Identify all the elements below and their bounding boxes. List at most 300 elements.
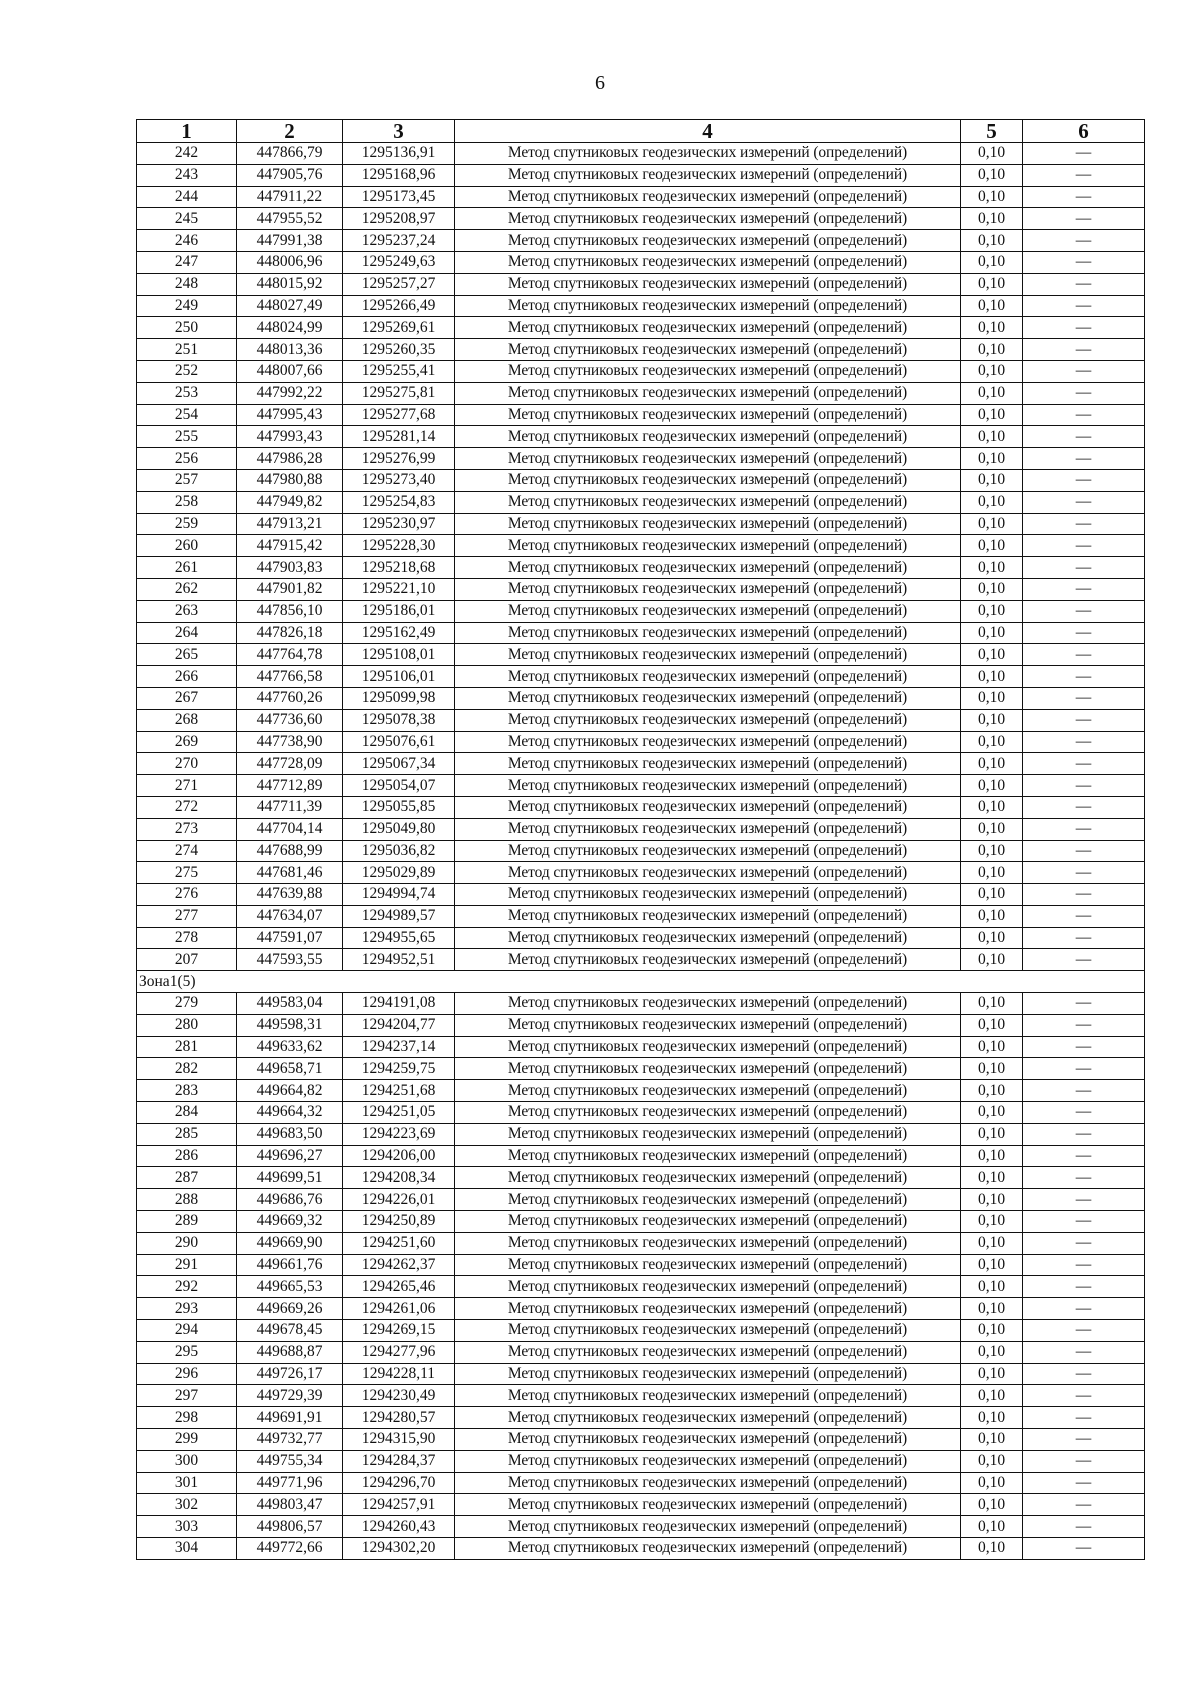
method-description: Метод спутниковых геодезических измерений (определений) bbox=[455, 578, 961, 600]
method-description: Метод спутниковых геодезических измерений (определений) bbox=[455, 993, 961, 1015]
coordinate-y: 1295255,41 bbox=[343, 360, 455, 382]
accuracy-value: 0,10 bbox=[961, 1123, 1023, 1145]
accuracy-value: 0,10 bbox=[961, 687, 1023, 709]
table-row bbox=[137, 1407, 1145, 1429]
method-description: Метод спутниковых геодезических измерений (определений) bbox=[455, 513, 961, 535]
coordinate-y: 1295237,24 bbox=[343, 230, 455, 252]
table-row bbox=[137, 404, 1145, 426]
accuracy-value: 0,10 bbox=[961, 317, 1023, 339]
table-row bbox=[137, 840, 1145, 862]
coordinate-x: 447995,43 bbox=[237, 404, 343, 426]
table-row bbox=[137, 1472, 1145, 1494]
method-description: Метод спутниковых геодезических измерений (определений) bbox=[455, 295, 961, 317]
coordinate-x: 449664,32 bbox=[237, 1102, 343, 1124]
empty-dash: — bbox=[1023, 1102, 1145, 1124]
empty-dash: — bbox=[1023, 1276, 1145, 1298]
table-row bbox=[137, 1036, 1145, 1058]
coordinate-x: 447911,22 bbox=[237, 186, 343, 208]
empty-dash: — bbox=[1023, 491, 1145, 513]
coordinate-x: 448015,92 bbox=[237, 273, 343, 295]
method-description: Метод спутниковых геодезических измерений (определений) bbox=[455, 426, 961, 448]
table-row bbox=[137, 1385, 1145, 1407]
table-row bbox=[137, 382, 1145, 404]
empty-dash: — bbox=[1023, 164, 1145, 186]
accuracy-value: 0,10 bbox=[961, 1450, 1023, 1472]
coordinate-y: 1294262,37 bbox=[343, 1254, 455, 1276]
table-row bbox=[137, 1145, 1145, 1167]
point-number: 278 bbox=[137, 927, 237, 949]
point-number: 247 bbox=[137, 251, 237, 273]
coordinate-y: 1295273,40 bbox=[343, 469, 455, 491]
coordinate-x: 447913,21 bbox=[237, 513, 343, 535]
table-row bbox=[137, 273, 1145, 295]
accuracy-value: 0,10 bbox=[961, 1407, 1023, 1429]
table-row bbox=[137, 208, 1145, 230]
coordinate-y: 1295067,34 bbox=[343, 753, 455, 775]
accuracy-value: 0,10 bbox=[961, 1472, 1023, 1494]
table-row bbox=[137, 469, 1145, 491]
coordinate-x: 447712,89 bbox=[237, 775, 343, 797]
coordinate-y: 1295218,68 bbox=[343, 557, 455, 579]
point-number: 243 bbox=[137, 164, 237, 186]
coordinate-y: 1294280,57 bbox=[343, 1407, 455, 1429]
empty-dash: — bbox=[1023, 1167, 1145, 1189]
point-number: 267 bbox=[137, 687, 237, 709]
empty-dash: — bbox=[1023, 840, 1145, 862]
empty-dash: — bbox=[1023, 143, 1145, 165]
coordinate-x: 447955,52 bbox=[237, 208, 343, 230]
table-row bbox=[137, 949, 1145, 971]
point-number: 242 bbox=[137, 143, 237, 165]
coordinate-x: 447826,18 bbox=[237, 622, 343, 644]
empty-dash: — bbox=[1023, 339, 1145, 361]
coordinate-y: 1294230,49 bbox=[343, 1385, 455, 1407]
accuracy-value: 0,10 bbox=[961, 1102, 1023, 1124]
point-number: 292 bbox=[137, 1276, 237, 1298]
table-row bbox=[137, 535, 1145, 557]
coordinate-x: 449806,57 bbox=[237, 1516, 343, 1538]
coordinate-x: 447688,99 bbox=[237, 840, 343, 862]
point-number: 207 bbox=[137, 949, 237, 971]
coordinate-x: 449729,39 bbox=[237, 1385, 343, 1407]
table-row bbox=[137, 622, 1145, 644]
table-row bbox=[137, 1014, 1145, 1036]
coordinate-x: 449633,62 bbox=[237, 1036, 343, 1058]
point-number: 290 bbox=[137, 1232, 237, 1254]
point-number: 270 bbox=[137, 753, 237, 775]
coordinate-y: 1295221,10 bbox=[343, 578, 455, 600]
coordinate-x: 447593,55 bbox=[237, 949, 343, 971]
coordinate-y: 1294261,06 bbox=[343, 1298, 455, 1320]
accuracy-value: 0,10 bbox=[961, 339, 1023, 361]
point-number: 244 bbox=[137, 186, 237, 208]
coordinate-x: 447903,83 bbox=[237, 557, 343, 579]
method-description: Метод спутниковых геодезических измерений (определений) bbox=[455, 1167, 961, 1189]
method-description: Метод спутниковых геодезических измерений (определений) bbox=[455, 360, 961, 382]
table-row bbox=[137, 1123, 1145, 1145]
empty-dash: — bbox=[1023, 317, 1145, 339]
method-description: Метод спутниковых геодезических измерений (определений) bbox=[455, 1123, 961, 1145]
coordinate-x: 448006,96 bbox=[237, 251, 343, 273]
empty-dash: — bbox=[1023, 687, 1145, 709]
coordinate-x: 449665,53 bbox=[237, 1276, 343, 1298]
method-description: Метод спутниковых геодезических измерений (определений) bbox=[455, 317, 961, 339]
coordinate-y: 1294226,01 bbox=[343, 1189, 455, 1211]
table-row bbox=[137, 1080, 1145, 1102]
zone-label: Зона1(5) bbox=[137, 971, 1145, 993]
table-row bbox=[137, 884, 1145, 906]
coordinate-y: 1294257,91 bbox=[343, 1494, 455, 1516]
point-number: 277 bbox=[137, 905, 237, 927]
point-number: 256 bbox=[137, 448, 237, 470]
table-row bbox=[137, 230, 1145, 252]
method-description: Метод спутниковых геодезических измерений (определений) bbox=[455, 753, 961, 775]
method-description: Метод спутниковых геодезических измерений (определений) bbox=[455, 339, 961, 361]
point-number: 250 bbox=[137, 317, 237, 339]
point-number: 298 bbox=[137, 1407, 237, 1429]
accuracy-value: 0,10 bbox=[961, 709, 1023, 731]
table-row bbox=[137, 1254, 1145, 1276]
empty-dash: — bbox=[1023, 578, 1145, 600]
empty-dash: — bbox=[1023, 1407, 1145, 1429]
point-number: 284 bbox=[137, 1102, 237, 1124]
coordinate-x: 449583,04 bbox=[237, 993, 343, 1015]
point-number: 249 bbox=[137, 295, 237, 317]
empty-dash: — bbox=[1023, 208, 1145, 230]
method-description: Метод спутниковых геодезических измерений (определений) bbox=[455, 186, 961, 208]
point-number: 269 bbox=[137, 731, 237, 753]
coordinate-x: 447991,38 bbox=[237, 230, 343, 252]
coordinate-y: 1294251,05 bbox=[343, 1102, 455, 1124]
empty-dash: — bbox=[1023, 796, 1145, 818]
accuracy-value: 0,10 bbox=[961, 186, 1023, 208]
table-row bbox=[137, 295, 1145, 317]
coordinate-y: 1294315,90 bbox=[343, 1429, 455, 1451]
coordinate-y: 1294260,43 bbox=[343, 1516, 455, 1538]
method-description: Метод спутниковых геодезических измерений (определений) bbox=[455, 1429, 961, 1451]
table-row bbox=[137, 600, 1145, 622]
method-description: Метод спутниковых геодезических измерений (определений) bbox=[455, 491, 961, 513]
method-description: Метод спутниковых геодезических измерений (определений) bbox=[455, 1189, 961, 1211]
accuracy-value: 0,10 bbox=[961, 295, 1023, 317]
accuracy-value: 0,10 bbox=[961, 143, 1023, 165]
coordinate-y: 1294269,15 bbox=[343, 1320, 455, 1342]
accuracy-value: 0,10 bbox=[961, 949, 1023, 971]
empty-dash: — bbox=[1023, 1036, 1145, 1058]
coordinate-x: 449691,91 bbox=[237, 1407, 343, 1429]
coordinate-x: 449803,47 bbox=[237, 1494, 343, 1516]
table-row bbox=[137, 578, 1145, 600]
empty-dash: — bbox=[1023, 1320, 1145, 1342]
point-number: 255 bbox=[137, 426, 237, 448]
accuracy-value: 0,10 bbox=[961, 491, 1023, 513]
accuracy-value: 0,10 bbox=[961, 1363, 1023, 1385]
empty-dash: — bbox=[1023, 884, 1145, 906]
table-row bbox=[137, 143, 1145, 165]
coordinate-y: 1295281,14 bbox=[343, 426, 455, 448]
accuracy-value: 0,10 bbox=[961, 753, 1023, 775]
coordinate-y: 1295230,97 bbox=[343, 513, 455, 535]
accuracy-value: 0,10 bbox=[961, 622, 1023, 644]
point-number: 253 bbox=[137, 382, 237, 404]
accuracy-value: 0,10 bbox=[961, 1014, 1023, 1036]
coordinate-y: 1294228,11 bbox=[343, 1363, 455, 1385]
method-description: Метод спутниковых геодезических измерений (определений) bbox=[455, 208, 961, 230]
point-number: 291 bbox=[137, 1254, 237, 1276]
accuracy-value: 0,10 bbox=[961, 404, 1023, 426]
table-row bbox=[137, 1167, 1145, 1189]
coordinate-y: 1294284,37 bbox=[343, 1450, 455, 1472]
method-description: Метод спутниковых геодезических измерений (определений) bbox=[455, 884, 961, 906]
point-number: 288 bbox=[137, 1189, 237, 1211]
empty-dash: — bbox=[1023, 1341, 1145, 1363]
empty-dash: — bbox=[1023, 1058, 1145, 1080]
empty-dash: — bbox=[1023, 600, 1145, 622]
coordinate-y: 1294259,75 bbox=[343, 1058, 455, 1080]
accuracy-value: 0,10 bbox=[961, 905, 1023, 927]
column-header: 1 bbox=[137, 120, 237, 143]
method-description: Метод спутниковых геодезических измерений (определений) bbox=[455, 1472, 961, 1494]
table-row bbox=[137, 1058, 1145, 1080]
coordinate-x: 447764,78 bbox=[237, 644, 343, 666]
point-number: 261 bbox=[137, 557, 237, 579]
table-row bbox=[137, 513, 1145, 535]
coordinate-y: 1295108,01 bbox=[343, 644, 455, 666]
coordinate-x: 447993,43 bbox=[237, 426, 343, 448]
coordinate-x: 447866,79 bbox=[237, 143, 343, 165]
table-row bbox=[137, 775, 1145, 797]
coordinate-y: 1295076,61 bbox=[343, 731, 455, 753]
coordinate-y: 1295099,98 bbox=[343, 687, 455, 709]
accuracy-value: 0,10 bbox=[961, 1298, 1023, 1320]
coordinate-x: 447591,07 bbox=[237, 927, 343, 949]
coordinate-y: 1294277,96 bbox=[343, 1341, 455, 1363]
coordinate-y: 1295269,61 bbox=[343, 317, 455, 339]
coordinate-x: 447986,28 bbox=[237, 448, 343, 470]
coordinate-y: 1294237,14 bbox=[343, 1036, 455, 1058]
coordinate-x: 449699,51 bbox=[237, 1167, 343, 1189]
point-number: 283 bbox=[137, 1080, 237, 1102]
accuracy-value: 0,10 bbox=[961, 578, 1023, 600]
empty-dash: — bbox=[1023, 1123, 1145, 1145]
coordinate-y: 1295208,97 bbox=[343, 208, 455, 230]
empty-dash: — bbox=[1023, 709, 1145, 731]
point-number: 248 bbox=[137, 273, 237, 295]
method-description: Метод спутниковых геодезических измерений (определений) bbox=[455, 1385, 961, 1407]
table-row bbox=[137, 818, 1145, 840]
coordinate-x: 447915,42 bbox=[237, 535, 343, 557]
method-description: Метод спутниковых геодезических измерений (определений) bbox=[455, 143, 961, 165]
empty-dash: — bbox=[1023, 1538, 1145, 1560]
point-number: 301 bbox=[137, 1472, 237, 1494]
empty-dash: — bbox=[1023, 666, 1145, 688]
coordinate-y: 1295162,49 bbox=[343, 622, 455, 644]
table-row bbox=[137, 753, 1145, 775]
coordinate-y: 1294251,60 bbox=[343, 1232, 455, 1254]
point-number: 252 bbox=[137, 360, 237, 382]
empty-dash: — bbox=[1023, 993, 1145, 1015]
accuracy-value: 0,10 bbox=[961, 1385, 1023, 1407]
empty-dash: — bbox=[1023, 1494, 1145, 1516]
empty-dash: — bbox=[1023, 1429, 1145, 1451]
method-description: Метод спутниковых геодезических измерений (определений) bbox=[455, 1254, 961, 1276]
empty-dash: — bbox=[1023, 862, 1145, 884]
coordinate-x: 448024,99 bbox=[237, 317, 343, 339]
coordinate-y: 1294265,46 bbox=[343, 1276, 455, 1298]
coordinate-y: 1295275,81 bbox=[343, 382, 455, 404]
coordinate-x: 449669,26 bbox=[237, 1298, 343, 1320]
point-number: 272 bbox=[137, 796, 237, 818]
method-description: Метод спутниковых геодезических измерений (определений) bbox=[455, 818, 961, 840]
coordinate-x: 447980,88 bbox=[237, 469, 343, 491]
method-description: Метод спутниковых геодезических измерений (определений) bbox=[455, 1320, 961, 1342]
table-row bbox=[137, 927, 1145, 949]
coordinate-x: 449772,66 bbox=[237, 1538, 343, 1560]
point-number: 273 bbox=[137, 818, 237, 840]
point-number: 304 bbox=[137, 1538, 237, 1560]
coordinate-x: 449688,87 bbox=[237, 1341, 343, 1363]
point-number: 246 bbox=[137, 230, 237, 252]
coordinate-y: 1295266,49 bbox=[343, 295, 455, 317]
coordinate-x: 449678,45 bbox=[237, 1320, 343, 1342]
empty-dash: — bbox=[1023, 1189, 1145, 1211]
accuracy-value: 0,10 bbox=[961, 360, 1023, 382]
coordinate-x: 448013,36 bbox=[237, 339, 343, 361]
method-description: Метод спутниковых геодезических измерений (определений) bbox=[455, 796, 961, 818]
coordinate-x: 449669,90 bbox=[237, 1232, 343, 1254]
coordinate-y: 1294191,08 bbox=[343, 993, 455, 1015]
coordinate-x: 447760,26 bbox=[237, 687, 343, 709]
point-number: 289 bbox=[137, 1211, 237, 1233]
coordinate-x: 447992,22 bbox=[237, 382, 343, 404]
empty-dash: — bbox=[1023, 448, 1145, 470]
column-header: 2 bbox=[237, 120, 343, 143]
coordinate-y: 1294251,68 bbox=[343, 1080, 455, 1102]
empty-dash: — bbox=[1023, 295, 1145, 317]
table-row bbox=[137, 1429, 1145, 1451]
point-number: 257 bbox=[137, 469, 237, 491]
table-row bbox=[137, 905, 1145, 927]
accuracy-value: 0,10 bbox=[961, 884, 1023, 906]
accuracy-value: 0,10 bbox=[961, 600, 1023, 622]
empty-dash: — bbox=[1023, 731, 1145, 753]
coordinate-y: 1295078,38 bbox=[343, 709, 455, 731]
point-number: 265 bbox=[137, 644, 237, 666]
method-description: Метод спутниковых геодезических измерений (определений) bbox=[455, 404, 961, 426]
empty-dash: — bbox=[1023, 1014, 1145, 1036]
method-description: Метод спутниковых геодезических измерений (определений) bbox=[455, 1036, 961, 1058]
empty-dash: — bbox=[1023, 1232, 1145, 1254]
accuracy-value: 0,10 bbox=[961, 557, 1023, 579]
coordinate-y: 1295277,68 bbox=[343, 404, 455, 426]
accuracy-value: 0,10 bbox=[961, 775, 1023, 797]
point-number: 300 bbox=[137, 1450, 237, 1472]
coordinate-x: 447681,46 bbox=[237, 862, 343, 884]
coordinate-y: 1294223,69 bbox=[343, 1123, 455, 1145]
table-row bbox=[137, 317, 1145, 339]
empty-dash: — bbox=[1023, 1145, 1145, 1167]
table-row bbox=[137, 1298, 1145, 1320]
method-description: Метод спутниковых геодезических измерений (определений) bbox=[455, 1516, 961, 1538]
coordinate-y: 1295228,30 bbox=[343, 535, 455, 557]
method-description: Метод спутниковых геодезических измерений (определений) bbox=[455, 251, 961, 273]
method-description: Метод спутниковых геодезических измерений (определений) bbox=[455, 230, 961, 252]
table-row bbox=[137, 1363, 1145, 1385]
point-number: 251 bbox=[137, 339, 237, 361]
accuracy-value: 0,10 bbox=[961, 1494, 1023, 1516]
empty-dash: — bbox=[1023, 927, 1145, 949]
coordinate-y: 1294296,70 bbox=[343, 1472, 455, 1494]
point-number: 271 bbox=[137, 775, 237, 797]
empty-dash: — bbox=[1023, 775, 1145, 797]
point-number: 294 bbox=[137, 1320, 237, 1342]
coordinate-x: 449726,17 bbox=[237, 1363, 343, 1385]
accuracy-value: 0,10 bbox=[961, 862, 1023, 884]
point-number: 293 bbox=[137, 1298, 237, 1320]
accuracy-value: 0,10 bbox=[961, 448, 1023, 470]
accuracy-value: 0,10 bbox=[961, 1058, 1023, 1080]
accuracy-value: 0,10 bbox=[961, 1036, 1023, 1058]
coordinate-x: 449664,82 bbox=[237, 1080, 343, 1102]
accuracy-value: 0,10 bbox=[961, 513, 1023, 535]
empty-dash: — bbox=[1023, 230, 1145, 252]
coordinate-x: 448007,66 bbox=[237, 360, 343, 382]
method-description: Метод спутниковых геодезических измерений (определений) bbox=[455, 709, 961, 731]
coordinate-x: 447704,14 bbox=[237, 818, 343, 840]
method-description: Метод спутниковых геодезических измерений (определений) bbox=[455, 622, 961, 644]
method-description: Метод спутниковых геодезических измерений (определений) bbox=[455, 1298, 961, 1320]
zone-row bbox=[137, 971, 1145, 993]
page-number: 6 bbox=[595, 72, 605, 94]
empty-dash: — bbox=[1023, 1516, 1145, 1538]
point-number: 295 bbox=[137, 1341, 237, 1363]
empty-dash: — bbox=[1023, 557, 1145, 579]
coordinate-x: 447905,76 bbox=[237, 164, 343, 186]
accuracy-value: 0,10 bbox=[961, 1189, 1023, 1211]
accuracy-value: 0,10 bbox=[961, 1516, 1023, 1538]
empty-dash: — bbox=[1023, 905, 1145, 927]
coordinate-y: 1295249,63 bbox=[343, 251, 455, 273]
method-description: Метод спутниковых геодезических измерений (определений) bbox=[455, 1407, 961, 1429]
table-row bbox=[137, 687, 1145, 709]
empty-dash: — bbox=[1023, 1385, 1145, 1407]
empty-dash: — bbox=[1023, 186, 1145, 208]
coordinate-y: 1295029,89 bbox=[343, 862, 455, 884]
point-number: 268 bbox=[137, 709, 237, 731]
column-header: 3 bbox=[343, 120, 455, 143]
method-description: Метод спутниковых геодезических измерений (определений) bbox=[455, 1341, 961, 1363]
point-number: 258 bbox=[137, 491, 237, 513]
table-row bbox=[137, 644, 1145, 666]
empty-dash: — bbox=[1023, 949, 1145, 971]
coordinate-y: 1294204,77 bbox=[343, 1014, 455, 1036]
empty-dash: — bbox=[1023, 753, 1145, 775]
accuracy-value: 0,10 bbox=[961, 1429, 1023, 1451]
point-number: 254 bbox=[137, 404, 237, 426]
coordinate-x: 447949,82 bbox=[237, 491, 343, 513]
point-number: 276 bbox=[137, 884, 237, 906]
coordinate-y: 1295106,01 bbox=[343, 666, 455, 688]
point-number: 302 bbox=[137, 1494, 237, 1516]
method-description: Метод спутниковых геодезических измерений (определений) bbox=[455, 927, 961, 949]
point-number: 282 bbox=[137, 1058, 237, 1080]
accuracy-value: 0,10 bbox=[961, 1080, 1023, 1102]
coordinate-y: 1294302,20 bbox=[343, 1538, 455, 1560]
empty-dash: — bbox=[1023, 513, 1145, 535]
coordinate-x: 447901,82 bbox=[237, 578, 343, 600]
empty-dash: — bbox=[1023, 1211, 1145, 1233]
accuracy-value: 0,10 bbox=[961, 644, 1023, 666]
